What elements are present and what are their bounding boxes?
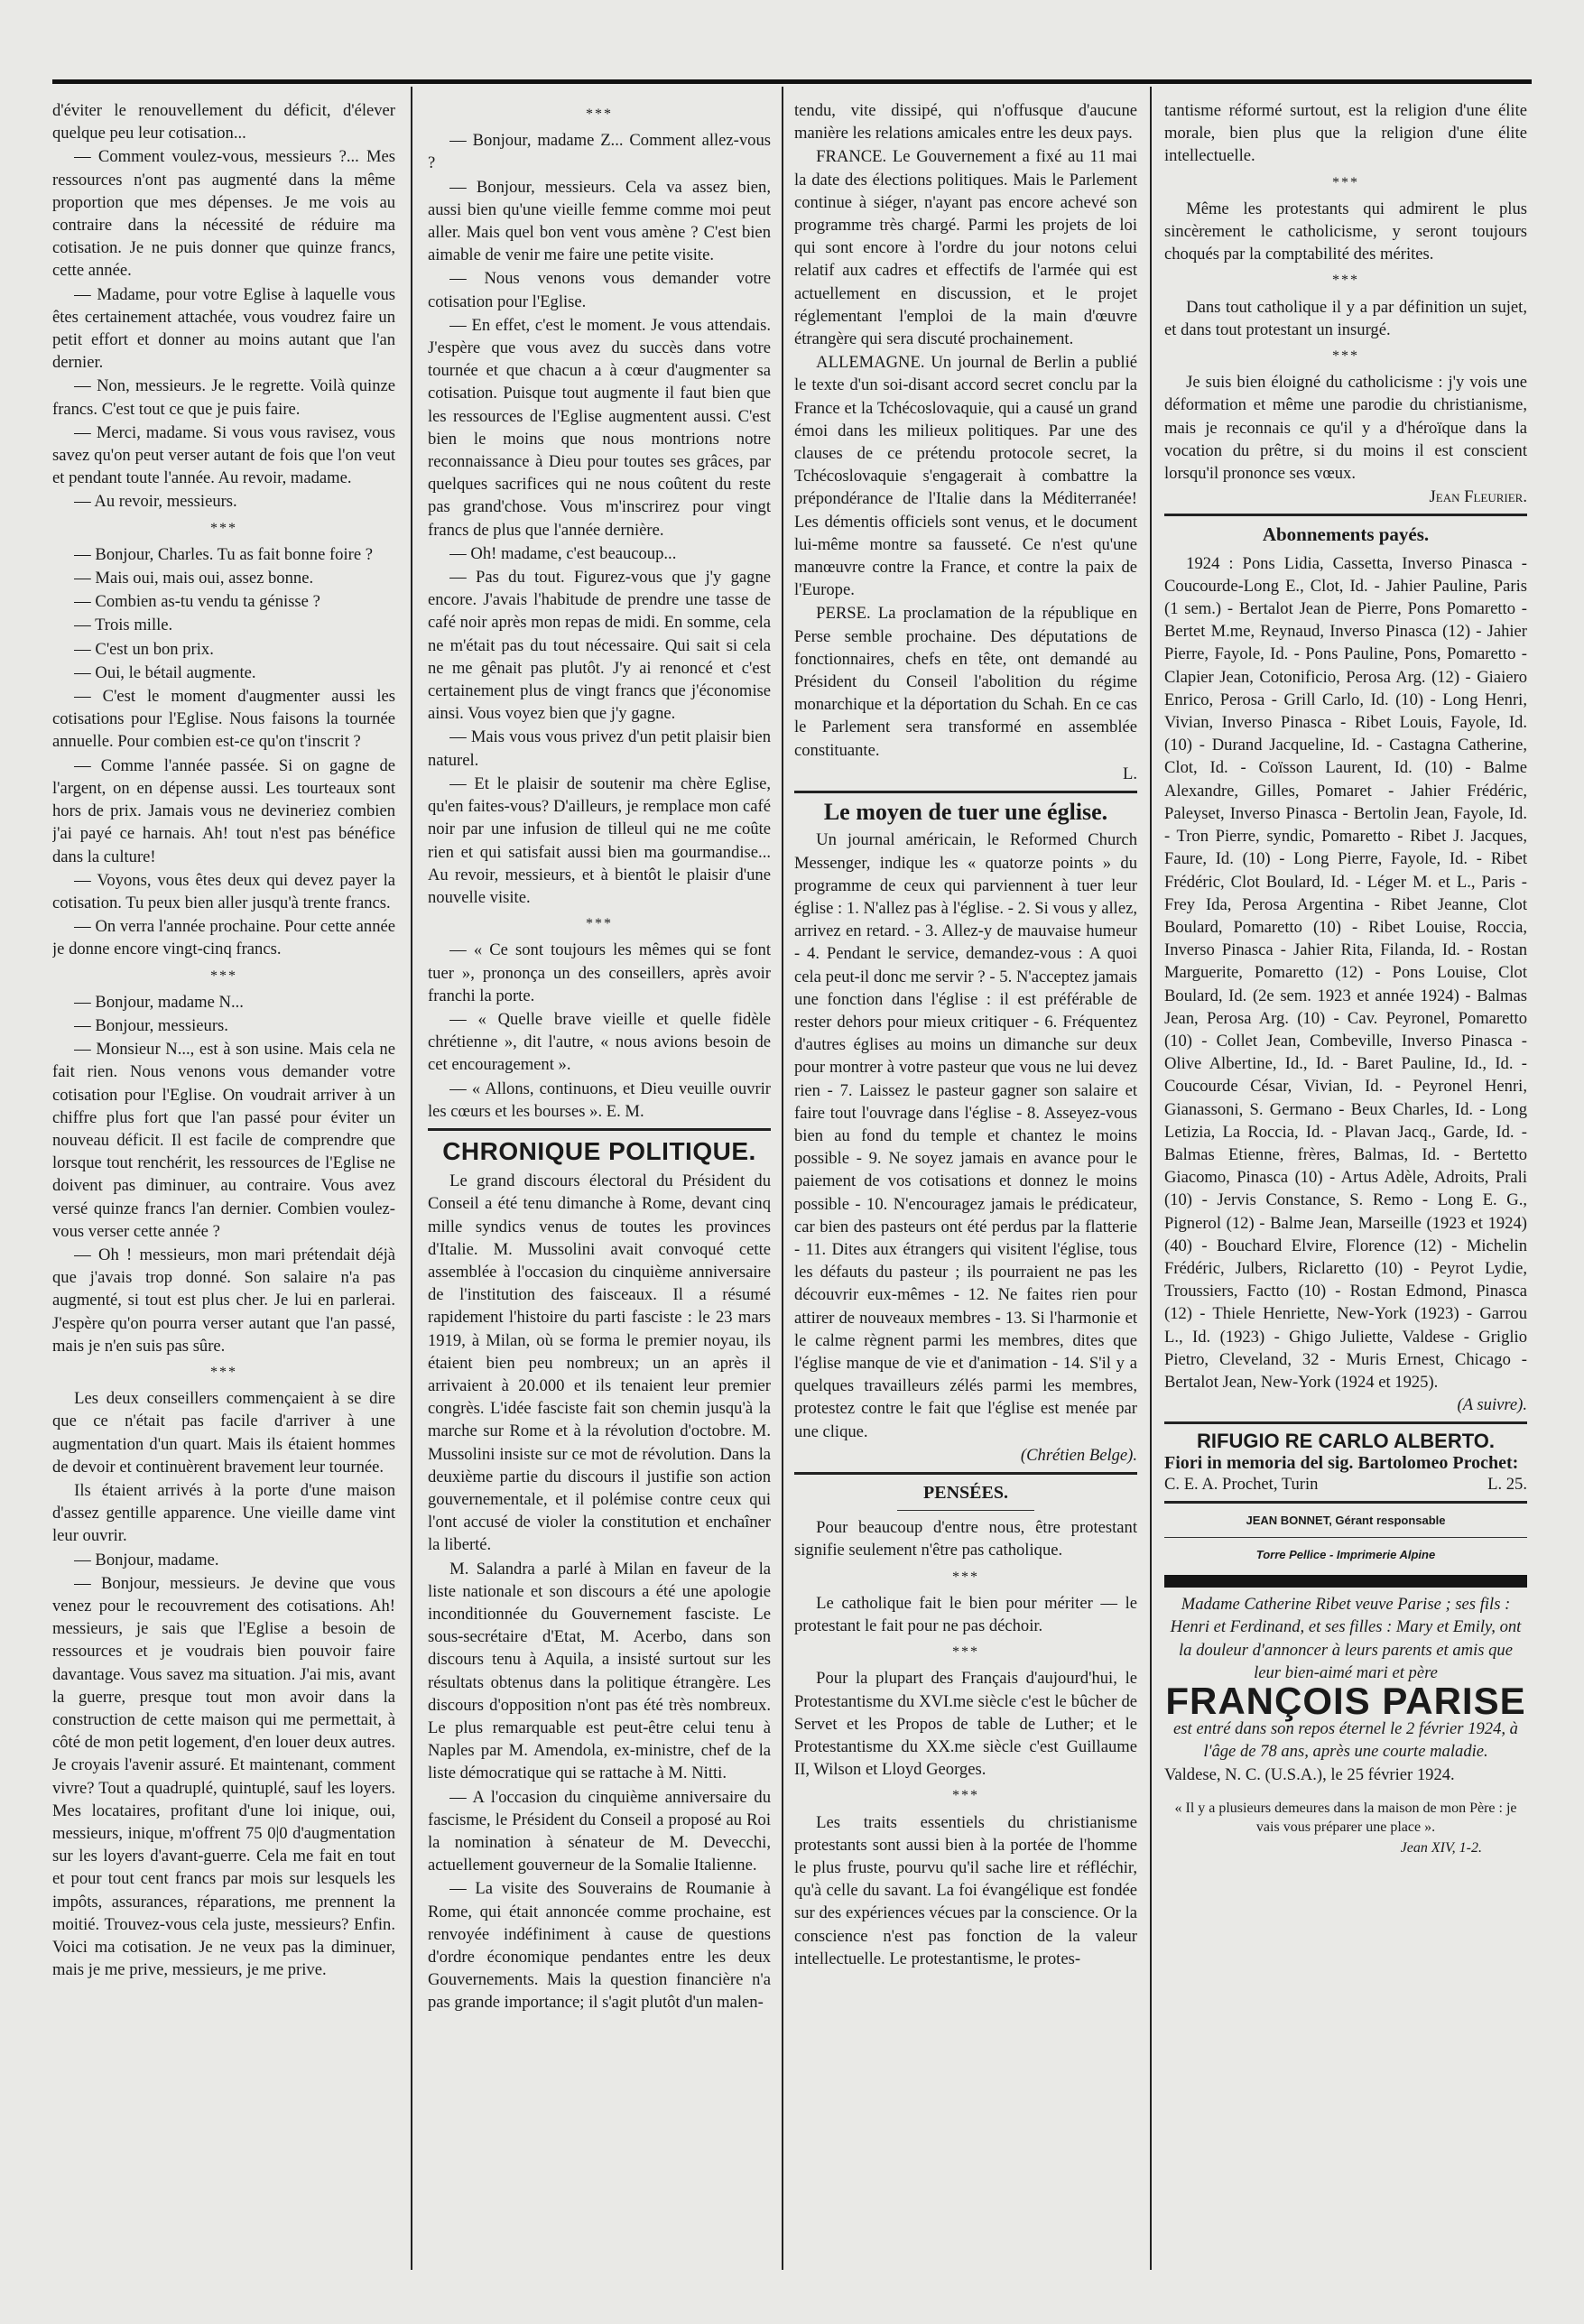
section-separator: ***	[210, 968, 237, 984]
paragraph: — On verra l'année prochaine. Pour cette année je donne encore vingt-cinq francs.	[52, 917, 395, 959]
bible-quote: « Il y a plusieurs demeures dans la maison de mon Père : je vais vous préparer une place ».	[1174, 1800, 1517, 1835]
paragraph: tantisme réformé surtout, est la religion d'une élite morale, bien plus que la religion d'une élite intellectuelle.	[1164, 101, 1527, 166]
paragraph: tendu, vite dissipé, qui n'offusque d'aucune manière les relations amicales entre les deux pays.	[794, 101, 1137, 144]
paragraph: Je suis bien éloigné du catholicisme : j'y vois une déformation et même une parodie du christianisme, mais je reconnais ce qu'il y a d'héroïque dans la vocation du prêtre, si du moins il est conscient lorsqu'il prononce ses vœux.	[1164, 373, 1527, 484]
paragraph: Le catholique fait le bien pour mériter — le protestant le fait pour ne pas déchoir.	[794, 1593, 1137, 1635]
section-rule	[1164, 1537, 1527, 1538]
paragraph: — Oh! madame, c'est beaucoup...	[449, 543, 677, 563]
column-divider	[411, 87, 412, 2270]
paragraph: Les deux conseillers commençaient à se dire que ce n'était pas facile d'arriver à une augmentation d'un quart. Mais ils étaient hommes de devoir et continuèrent bravement leur tournée.	[52, 1389, 395, 1477]
bible-reference: Jean XIV, 1-2.	[1400, 1839, 1482, 1856]
column-2	[428, 99, 771, 2261]
paragraph: — En effet, c'est le moment. Je vous attendais. J'espère que vous avez du succès dans votre tournée et que chacun a à cœur d'augmenter sa cotisation. Puisque tout augmente il faut bien que les ressources de l'Eglise augmentent aussi. C'est bien le moins que nous montrions notre reconnaissance à Dieu pour toutes ses grâces, par quelques sacrifices qui ne nous coûtent du reste pas grand'chose. Vous m'inscrirez pour vingt francs de plus que l'année dernière.	[428, 315, 771, 540]
section-separator: ***	[210, 1364, 237, 1380]
paragraph: d'éviter le renouvellement du déficit, d'élever quelque peu leur cotisation...	[52, 101, 395, 144]
paragraph: — « Quelle brave vieille et quelle fidèle chrétienne », dit l'autre, « nous avions besoin de cet encouragement ».	[428, 1009, 771, 1075]
rifugio-donor: C. E. A. Prochet, Turin	[1164, 1474, 1319, 1494]
paragraph: — C'est un bon prix.	[74, 639, 214, 659]
paragraph: PERSE. La proclamation de la république en Perse semble prochaine. Des députations de fonctionnaires, chefs en tête, ont demandé au Président du Conseil l'abolition du régime monarchique et la déportation du Schah. En ce cas le Parlement sera transformé en assemblée constituante.	[794, 604, 1137, 760]
paragraph: — Nous venons vous demander votre cotisation pour l'Eglise.	[428, 269, 771, 311]
paragraph: — Trois mille.	[74, 616, 173, 635]
section-rule	[794, 791, 1137, 793]
imprimerie-line: Torre Pellice - Imprimerie Alpine	[1255, 1547, 1436, 1561]
paragraph: — Oh ! messieurs, mon mari prétendait déjà que j'avais trop donné. Son salaire n'a pas augmenté, si tout est plus cher. Je lui en parlerai. J'espère qu'on pourra verser autant que l'an passé, mais je n'en suis pas sûre.	[52, 1245, 395, 1356]
section-separator: ***	[952, 1644, 979, 1661]
title-underline	[897, 1510, 1034, 1511]
paragraph: — Madame, pour votre Eglise à laquelle vous êtes certainement attachée, vous voudrez faire un petit effort et donner au moins autant que l'an dernier.	[52, 284, 395, 373]
paragraph: — Comme l'année passée. Si on gagne de l'argent, on en dépense aussi. Les tourteaux sont hors de prix. Jamais vous ne devineriez combien j'ai payé ce harnais. Ah! tout n'est pas bénéfice dans la culture!	[52, 755, 395, 866]
section-rule	[1164, 1501, 1527, 1504]
paragraph: M. Salandra a parlé à Milan en faveur de la liste nationale et son discours a été une apologie inconditionnée du Gouvernement fasciste. Le sous-secrétaire d'Etat, M. Acerbo, dans son discours tenu à Aquila, a insisté surtout sur les résultats obtenus dans la politique étrangère. Les discours d'opposition n'ont pas été très nombreux. Le plus remarquable est peut-être celui tenu à Naples par M. Amendola, ex-ministre, chef de la liste démocratique qui se rattache à M. Nitti.	[428, 1559, 771, 1783]
obituary-text: est entré dans son repos éternel le 2 février 1924, à l'âge de 78 ans, après une courte maladie.	[1173, 1719, 1518, 1762]
paragraph: Un journal américain, le Reformed Church Messenger, indique les « quatorze points » du programme de ceux qui parviennent à tuer leur église : 1. N'allez pas à l'église. - 2. Si vous y allez, arrivez en retard. - 3. Allez-y de mauvaise humeur - 4. Pendant le service, demandez-vous : A quoi cela peut-il donc me servir ? - 5. N'acceptez jamais une fonction dans l'église : il est préférable de rester dehors pour mieux critiquer - 6. Fréquentez d'autres églises au moins un dimanche sur deux pour montrer à votre pasteur que vous ne lui devez rien - 7. Laissez le pasteur gagner son salaire et faire tout l'ouvrage dans l'église - 8. Asseyez-vous bien au fond du temple et chantez le moins possible - 9. Ne soyez jamais en avance pour le paiement de vos cotisations et donnez le moins possible - 10. N'encouragez jamais le prédicateur, car bien des pasteurs ont été perdus par la flatterie - 11. Dites aux étrangers qui visitent l'église, tous les défauts du pasteur ; ils pourraient ne pas les découvrir eux-mêmes - 12. Ne faites rien pour attirer de nouveaux membres - 13. Si l'harmonie et le calme règnent parmi les membres, dites que l'église manque de vie et d'animation - 14. S'il y a quelques travailleurs zélés parmi les membres, protestez contre le fait que l'église est menée par une clique.	[794, 830, 1137, 1441]
paragraph: — Bonjour, madame.	[74, 1550, 219, 1569]
section-separator: ***	[210, 520, 237, 536]
paragraph: — Bonjour, messieurs. Je devine que vous venez pour le recouvrement des cotisations. Ah! messieurs, je sais que l'Eglise a besoin de ressources et je voudrais bien pouvoir faire davantage. Vous savez ma situation. J'ai mis, avant la guerre, presque tout mon avoir dans la construction de cette maison qui me permettait, à côté de mon petit logement, d'en louer deux autres. Je croyais l'avenir assuré. Et maintenant, comment vivre? Tout a quadruplé, quintuplé, sauf les loyers. Mes locataires, profitant d'une loi inique, oui, messieurs, inique, m'offrent 75 0|0 d'augmentation sur les loyers d'avant-guerre. Cela me fait en tout et pour tout cent francs par mois sur lesquels les impôts, assurances, réparations, me prennent la moitié. Trouvez-vous cela juste, messieurs? Enfin. Voici ma cotisation. Je ne veux pas la diminuer, mais je me prive, messieurs, je me prive.	[52, 1573, 395, 1980]
paragraph: — Bonjour, messieurs.	[74, 1015, 228, 1035]
section-rule	[428, 1128, 771, 1131]
obituary-name: FRANÇOIS PARISE	[1165, 1680, 1526, 1722]
abonnements-list: 1924 : Pons Lidia, Cassetta, Inverso Pinasca - Coucourde-Long E., Clot, Id. - Jahier Pauline, Paris (1 sem.) - Bertalot Jean de Pierre, Pons Pomaretto - Bertet M.me, Reynaud, Inverso Pinasca (12) - Jahier Pierre, Fayole, Id. - Pons Pauline, Pons, Pomaretto - Clapier Jean, Cotonificio, Perosa Arg. (12) - Giaiero Enrico, Perosa - Grill Carlo, Id. (10) - Long Henri, Vivian, Inverso Pinasca - Ribet Louis, Fayole, Id. (10) - Durand Jacqueline, Id. - Castagna Catherine, Clot, Id. - Coïsson Laurent, Id. (10) - Balme Alexandre, Gilles, Pomaret - Jahier Frédéric, Paleyset, Inverso Pinasca - Bertolin Jean, Fayole, Id. - Tron Pierre, syndic, Pomaretto - Ribet J. Jacques, Faure, Id. (10) - Long Pierre, Fayole, Id. - Ribet Frédéric, Clot Boulard, Id. - Léger M. et L., Paris - Frey Ida, Perosa Argentina - Ribet Jeanne, Clot Boulard, Pomaretto (10) - Ribet Louise, Roccia, Inverso Pinasca - Jahier Rita, Filanda, Id. - Rostan Marguerite, Pomaretto (12) - Pons Louise, Clot Boulard, Id. (2e sem. 1923 et année 1924) - Balmas Jean, Perosa Arg. (10) - Cav. Peyronel, Pomaretto (10) - Collet Jean, Combeville, Inverso Pinasca - Olive Albertine, Id., Id. - Baret Pauline, Id., Id. - Coucourde César, Vivian, Id. - Peyronel Henri, Gianassoni, S. Germano - Beux Charles, Id. - Long Letizia, La Roccia, Id. - Plavan Jacq., Garde, Id. - Balmas Etienne, frères, Balmas, Id. - Bertetto Giacomo, Pinasca (10) - Artus Adèle, Adroits, Prali (10) - Jervis Constance, S. Remo - Long E. G., Pignerol (12) - Balme Jean, Marseille (1923 et 1924) (40) - Bouchard Elvire, Florence (12) - Michelin Frédéric, Julbers, Riclaretto (10) - Peyrot Lydie, Troussiers, Factto (10) - Rostan Edmond, Pinasca (12) - Thiele Henriette, New-York (1923) - Garrou L., Id. (1923) - Ghigo Juliette, Valdese - Griglio Pietro, Cleveland, 32 - Muris Ernest, Chicago - Bertalot Jean, New-York (1924 et 1925).	[1164, 553, 1527, 1392]
section-rule	[1164, 514, 1527, 516]
paragraph: Pour la plupart des Français d'aujourd'hui, le Protestantisme du XVI.me siècle c'est le bûcher de Servet et les Propos de table de Luther; et le Protestantisme du XX.me siècle c'est Guillaume II, Wilson et Lloyd Georges.	[794, 1669, 1137, 1780]
paragraph: — Mais vous vous privez d'un petit plaisir bien naturel.	[428, 727, 771, 770]
obituary-intro: Madame Catherine Ribet veuve Parise ; ses fils : Henri et Ferdinand, et ses filles : Mary et Emily, ont la douleur d'annoncer à leurs parents et amis que leur bien-aimé mari et père	[1170, 1595, 1522, 1682]
section-separator: ***	[1332, 174, 1359, 190]
section-separator: ***	[952, 1788, 979, 1804]
paragraph: — Et le plaisir de soutenir ma chère Eglise, qu'en faites-vous? D'ailleurs, je remplace mon café noir par une infusion de tilleul qui ne me coûte rien et qui satisfait aussi bien ma gourmandise... Au revoir, messieurs, et à bientôt le plaisir d'une nouvelle visite.	[428, 773, 771, 907]
paragraph: — Monsieur N..., est à son usine. Mais cela ne fait rien. Nous venons vous demander votre cotisation pour l'Eglise. On voudrait arriver à un chiffre plus fort que l'an passé pour éviter un nouveau déficit. Il est facile de comprendre que lorsque tout renchérit, les ressources de l'Eglise ne doivent pas diminuer, au contraire. Vous avez versé quinze francs l'an dernier. Combien voulez-vous verser cette année ?	[52, 1040, 395, 1241]
paragraph: — C'est le moment d'augmenter aussi les cotisations pour l'Eglise. Nous faisons la tournée annuelle. Pour combien est-ce qu'on t'inscrit ?	[52, 687, 395, 752]
rifugio-title: RIFUGIO RE CARLO ALBERTO.	[1197, 1430, 1495, 1453]
paragraph: Pour beaucoup d'entre nous, être protestant signifie seulement n'être pas catholique.	[794, 1518, 1137, 1560]
rifugio-entry	[1164, 1473, 1527, 1495]
section-rule	[1164, 1421, 1527, 1424]
rifugio-amount: L. 25.	[1487, 1474, 1527, 1494]
paragraph: — Oui, le bétail augmente.	[74, 662, 256, 682]
abonnements-title: Abonnements payés.	[1262, 523, 1430, 546]
paragraph: — Bonjour, madame Z... Comment allez-vous ?	[428, 131, 771, 173]
paragraph: FRANCE. Le Gouvernement a fixé au 11 mai la date des élections politiques. Mais le Parlement continue à siéger, n'ayant pas encore achevé son programme très chargé. Parmi les projets de loi qui sont encore à l'ordre du jour notons celui relatif aux cadres et effectifs de l'armée qui est actuellement en discussion, et le projet réglementant l'emploi de la main d'œuvre étrangère qui sera discuté prochainement.	[794, 147, 1137, 349]
column-1	[52, 99, 395, 2261]
a-suivre: (A suivre).	[1457, 1395, 1527, 1415]
chronique-title: CHRONIQUE POLITIQUE.	[442, 1136, 756, 1165]
paragraph: ALLEMAGNE. Un journal de Berlin a publié le texte d'un soi-disant accord secret conclu par la France et la Tchécoslovaquie, qui a causé un grand émoi dans les milieux politiques. Par une des clauses de ce prétendu protocole secret, la Tchécoslovaquie s'engagerait à combattre la prépondérance de l'Italie dans la Méditerranée! Les démentis officiels sont venus, et le document lui-même montre sa fausseté. Ce n'est qu'une manœuvre contre la France, et contre la paix de l'Europe.	[794, 353, 1137, 600]
paragraph: — Bonjour, messieurs. Cela va assez bien, aussi bien qu'une vieille femme comme moi peut aller. Mais quel bon vent vous amène ? C'est bien aimable de venir me faire une petite visite.	[428, 177, 771, 265]
paragraph: Le grand discours électoral du Président du Conseil a été tenu dimanche à Rome, devant cinq mille syndics venus de toutes les provinces d'Italie. M. Mussolini avait convoqué cette assemblée à l'occasion du cinquième anniversaire de l'institution des faisceaux. Il a résumé rapidement l'histoire du parti fasciste : le 23 mars 1919, à Milan, où se forma le premier noyau, ils étaient bien peu nombreux; un an après il arrivaient à 20.000 et ils tenaient leur premier congrès. L'idée fasciste fait son chemin jusqu'à la marche sur Rome et à la révolution d'octobre. M. Mussolini insiste sur ce mot de révolution. Dans la deuxième partie du discours il justifie son action gouvernementale, et il polémise contre ceux qui l'ont accusé de violer la constitution et enchaîner la liberté.	[428, 1171, 771, 1555]
pensees-title: PENSÉES.	[923, 1482, 1008, 1503]
paragraph: — A l'occasion du cinquième anniversaire du fascisme, le Président du Conseil a proposé au Roi la nomination à sénateur de M. Devecchi, actuellement gouverneur de la Somalie Italienne.	[428, 1787, 771, 1875]
top-rule	[52, 79, 1532, 84]
obituary-place: Valdese, N. C. (U.S.A.), le 25 février 1924.	[1164, 1764, 1455, 1784]
gerant-line: JEAN BONNET, Gérant responsable	[1246, 1513, 1446, 1527]
rifugio-subtitle: Fiori in memoria del sig. Bartolomeo Prochet:	[1164, 1452, 1519, 1473]
mourning-bar	[1164, 1575, 1527, 1588]
paragraph: — Au revoir, messieurs.	[74, 492, 237, 512]
moyen-title: Le moyen de tuer une église.	[823, 799, 1108, 826]
column-divider	[1150, 87, 1152, 2270]
paragraph: — Bonjour, madame N...	[74, 992, 244, 1012]
signature-l: L.	[1122, 764, 1137, 783]
column-4	[1164, 99, 1527, 2261]
section-separator: ***	[586, 916, 613, 932]
paragraph: — Combien as-tu vendu ta génisse ?	[74, 592, 320, 612]
paragraph: — Bonjour, Charles. Tu as fait bonne foire ?	[74, 544, 373, 564]
section-separator: ***	[1332, 273, 1359, 289]
section-rule	[794, 1472, 1137, 1475]
paragraph: — Comment voulez-vous, messieurs ?... Mes ressources n'ont pas augmenté dans la même proportion que mes dépenses. Je me vois au contraire dans la nécessité de réduire ma cotisation. Je ne puis donner que quinze francs, cette année.	[52, 147, 395, 281]
paragraph: Même les protestants qui admirent le plus sincèrement le catholicisme, y seront toujours choqués par la comptabilité des mérites.	[1164, 199, 1527, 264]
paragraph: — Voyons, vous êtes deux qui devez payer la cotisation. Tu peux bien aller jusqu'à trente francs.	[52, 870, 395, 912]
paragraph: — Merci, madame. Si vous vous ravisez, vous savez qu'on peut verser autant de fois que l'on veut et pendant toute l'année. Au revoir, madame.	[52, 422, 395, 488]
paragraph: Dans tout catholique il y a par définition un sujet, et dans tout protestant un insurgé.	[1164, 297, 1527, 339]
paragraph: — La visite des Souverains de Roumanie à Rome, qui était annoncée comme prochaine, est renvoyée indéfiniment à cause de questions d'ordre économique pendantes entre les deux Gouvernements. Mais la question financière n'a pas grande importance; il s'agit plutôt d'un malen-	[428, 1879, 771, 2013]
author-signature: Jean Fleurier.	[1429, 487, 1527, 507]
column-3	[794, 99, 1137, 2261]
paragraph: Les traits essentiels du christianisme protestants sont aussi bien à la portée de l'homme le plus fruste, pourvu qu'il sache lire et réfléchir, qu'à celle du savant. La foi évangélique est fondée sur des expériences vécues par la conscience. Or la conscience n'est pas fonction de la valeur intellectuelle. Le protestantisme, le protes-	[794, 1812, 1137, 1968]
paragraph: — Pas du tout. Figurez-vous que j'y gagne encore. J'avais l'habitude de prendre une tasse de café noir après mon repas de midi. En somme, cela ne m'était pas du tout nécessaire. Qui sait si cela ne me gênait pas plutôt. J'y ai renoncé et c'est certainement plus de vingt francs que j'économise ainsi. Vous voyez bien que j'y gagne.	[428, 568, 771, 724]
column-divider	[782, 87, 783, 2270]
paragraph: Ils étaient arrivés à la porte d'une maison d'assez gentille apparence. Une vieille dame vint leur ouvrir.	[52, 1480, 395, 1546]
section-separator: ***	[586, 106, 613, 122]
section-separator: ***	[1332, 348, 1359, 365]
paragraph: — Non, messieurs. Je le regrette. Voilà quinze francs. C'est tout ce que je puis faire.	[52, 376, 395, 419]
paragraph: — Mais oui, mais oui, assez bonne.	[74, 569, 314, 588]
moyen-source: (Chrétien Belge).	[1020, 1445, 1137, 1465]
paragraph: — « Ce sont toujours les mêmes qui se font tuer », prononça un des conseillers, après avoir franchi la porte.	[428, 940, 771, 1005]
section-separator: ***	[952, 1569, 979, 1585]
paragraph: — « Allons, continuons, et Dieu veuille ouvrir les cœurs et les bourses ». E. M.	[428, 1079, 771, 1121]
